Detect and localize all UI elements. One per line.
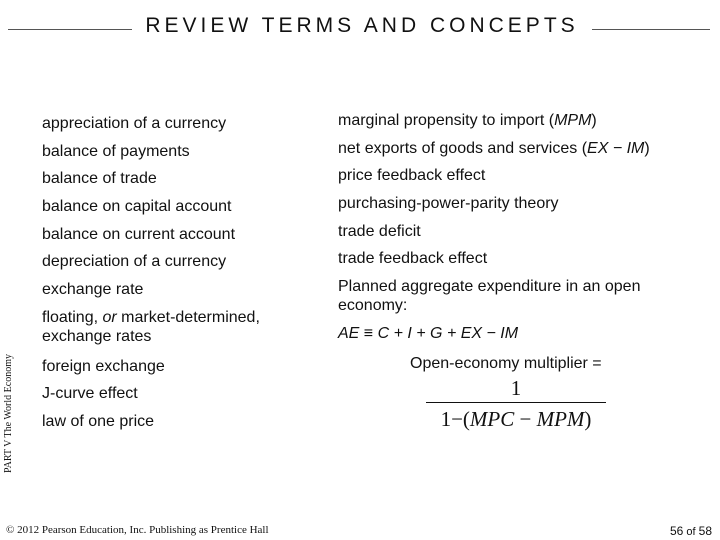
term-right-mpm: marginal propensity to import (MPM) <box>338 112 597 129</box>
multiplier-formula <box>426 375 606 432</box>
term-left-floating-rates: floating, or market-determined, exchange rates <box>42 309 260 345</box>
term-left-exchange-rate: exchange rate <box>42 281 144 298</box>
formula-numerator: 1 <box>510 376 522 400</box>
term-left-foreign-exchange: foreign exchange <box>42 358 165 375</box>
formula-denominator: 1−(MPC − MPM) <box>440 407 592 431</box>
page-title: REVIEW TERMS AND CONCEPTS <box>145 14 579 37</box>
term-right-net-exports: net exports of goods and services (EX − IM) <box>338 140 650 157</box>
term-right-trade-feedback: trade feedback effect <box>338 250 488 267</box>
page-sep: of <box>686 526 696 538</box>
term-right-ae-identity: AE ≡ C + I + G + EX − IM <box>338 325 519 342</box>
side-label: PART V The World Economy <box>3 354 14 473</box>
term-right-trade-deficit: trade deficit <box>338 223 421 240</box>
term-right-planned-ae: Planned aggregate expenditure in an open economy: <box>338 278 641 314</box>
multiplier-label: Open-economy multiplier = <box>410 355 602 372</box>
term-right-ppp-theory: purchasing-power-parity theory <box>338 195 559 212</box>
term-left-balance-of-trade: balance of trade <box>42 170 157 187</box>
term-right-price-feedback: price feedback effect <box>338 167 486 184</box>
term-left-j-curve: J-curve effect <box>42 385 138 402</box>
term-left-capital-account: balance on capital account <box>42 198 232 215</box>
header-rule-left <box>8 29 132 30</box>
page-current: 56 <box>669 524 684 538</box>
page-number <box>670 524 712 538</box>
header-rule-right <box>592 29 710 30</box>
term-left-appreciation: appreciation of a currency <box>42 115 227 132</box>
fraction-bar <box>426 402 606 403</box>
term-left-law-of-one-price: law of one price <box>42 413 155 430</box>
term-left-current-account: balance on current account <box>42 226 236 243</box>
term-left-balance-of-payments: balance of payments <box>42 143 190 160</box>
page-total: 58 <box>698 524 712 538</box>
term-left-depreciation: depreciation of a currency <box>42 253 227 270</box>
footer-copyright: © 2012 Pearson Education, Inc. Publishing as Prentice Hall <box>6 524 269 536</box>
